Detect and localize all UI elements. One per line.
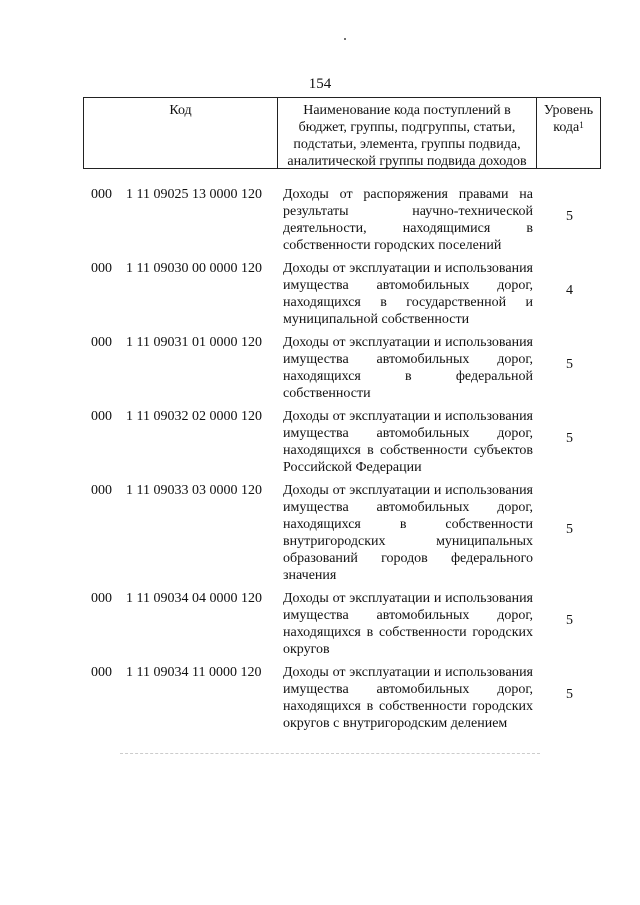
admin-code: 000 [91,187,112,202]
admin-code: 000 [91,409,112,424]
page-number: 154 [308,76,332,92]
income-code: 1 11 09031 01 0000 120 [126,335,262,350]
table-row [0,482,640,584]
income-name: Доходы от эксплуатации и использования имущества автомобильных дорог, находящихся в собственности городских округов с внутригородским делением [283,665,533,731]
table-row [0,408,640,476]
income-code: 1 11 09034 04 0000 120 [126,591,262,606]
table-body [0,186,640,732]
code-level: 4 [566,283,573,298]
table-row [0,186,640,254]
income-name: Доходы от распоряжения правами на результаты научно-технической деятельности, находящимися в собственности городских поселений [283,187,533,253]
bottom-rule [120,753,540,754]
code-level: 5 [566,522,573,537]
income-code: 1 11 09030 00 0000 120 [126,261,262,276]
table-row [0,664,640,732]
code-level: 5 [566,209,573,224]
income-name: Доходы от эксплуатации и использования имущества автомобильных дорог, находящихся в государственной и муниципальной собственности [283,261,533,327]
header-name-cell [278,98,537,168]
code-level: 5 [566,687,573,702]
income-code: 1 11 09034 11 0000 120 [126,665,262,680]
admin-code: 000 [91,483,112,498]
code-level: 5 [566,431,573,446]
code-level: 5 [566,357,573,372]
admin-code: 000 [91,591,112,606]
table-header [83,97,601,169]
table-row [0,334,640,402]
income-code: 1 11 09033 03 0000 120 [126,483,262,498]
income-code: 1 11 09032 02 0000 120 [126,409,262,424]
table-row [0,260,640,328]
admin-code: 000 [91,665,112,680]
admin-code: 000 [91,335,112,350]
code-level: 5 [566,613,573,628]
scan-speck [344,38,346,40]
table-row [0,590,640,658]
header-level-footnote-mark: 1 [579,120,584,130]
header-code-label: Код [169,103,192,118]
admin-code: 000 [91,261,112,276]
header-name-label: Наименование кода поступлений в бюджет, группы, подгруппы, статьи, подстатьи, элемента, группы подвида, аналитической группы подвида доходов [287,103,527,169]
header-level-cell [537,98,600,168]
header-level-label: Уровень кода [543,103,594,135]
income-name: Доходы от эксплуатации и использования имущества автомобильных дорог, находящихся в собственности субъектов Российской Федерации [283,409,533,475]
header-code-cell [84,98,278,168]
income-name: Доходы от эксплуатации и использования имущества автомобильных дорог, находящихся в федеральной собственности [283,335,533,401]
income-code: 1 11 09025 13 0000 120 [126,187,262,202]
income-name: Доходы от эксплуатации и использования имущества автомобильных дорог, находящихся в собственности городских округов [283,591,533,657]
income-name: Доходы от эксплуатации и использования имущества автомобильных дорог, находящихся в собственности внутригородских муниципальных образований городов федерального значения [283,483,533,583]
